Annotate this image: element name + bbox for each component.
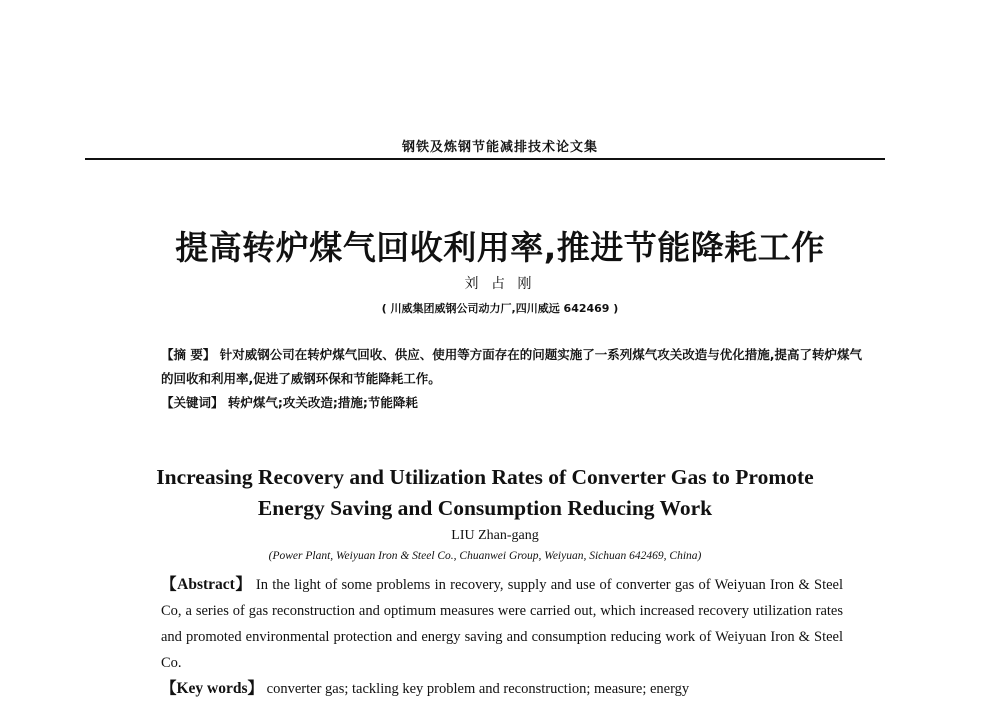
chinese-keywords-text: 转炉煤气;攻关改造;措施;节能降耗 [227,395,418,410]
english-affiliation: (Power Plant, Weiyuan Iron & Steel Co., Chuanwei Group, Weiyuan, Sichuan 642469, China) [268,550,702,562]
english-abstract-label: 【Abstract】 [161,576,252,593]
chinese-title: 提高转炉煤气回收利用率,推进节能降耗工作 [175,228,825,267]
chinese-affiliation: ( 川威集团威钢公司动力厂,四川威远 642469 ) [381,302,619,315]
chinese-abstract [143,343,863,391]
english-abstract-text: In the light of some problems in recovery, supply and use of converter gas of Weiyuan Iron & Steel Co, a series of gas reconstruction and optimum measures were carried out, which increased recovery utilization rates and promoted environmental protection and energy saving and consumption reducing work of Weiyuan Iron & Steel Co. [161,577,844,671]
english-keywords-text: converter gas; tackling key problem and reconstruction; measure; energy [266,681,690,697]
english-title-line-1: Increasing Recovery and Utilization Rates of Converter Gas to Promote [156,465,814,489]
english-author: LIU Zhan-gang [451,528,539,543]
english-keywords-label: 【Key words】 [161,680,264,697]
english-abstract [143,572,843,676]
english-keywords [143,676,843,702]
english-title [0,462,970,524]
english-title-line-2: Energy Saving and Consumption Reducing Work [257,496,713,520]
chinese-author: 刘 占 刚 [464,276,536,292]
chinese-abstract-label: 【摘 要】 [161,347,216,362]
chinese-abstract-text: 针对威钢公司在转炉煤气回收、供应、使用等方面存在的问题实施了一系列煤气攻关改造与优化措施,提高了转炉煤气的回收和利用率,促进了威钢环保和节能降耗工作。 [161,347,862,386]
header-rule [85,158,885,160]
chinese-keywords-label: 【关键词】 [161,395,224,410]
english-abstract-block [143,572,843,702]
chinese-keywords [143,391,863,415]
running-head: 钢铁及炼钢节能减排技术论文集 [401,140,598,155]
chinese-abstract-block [143,343,863,415]
